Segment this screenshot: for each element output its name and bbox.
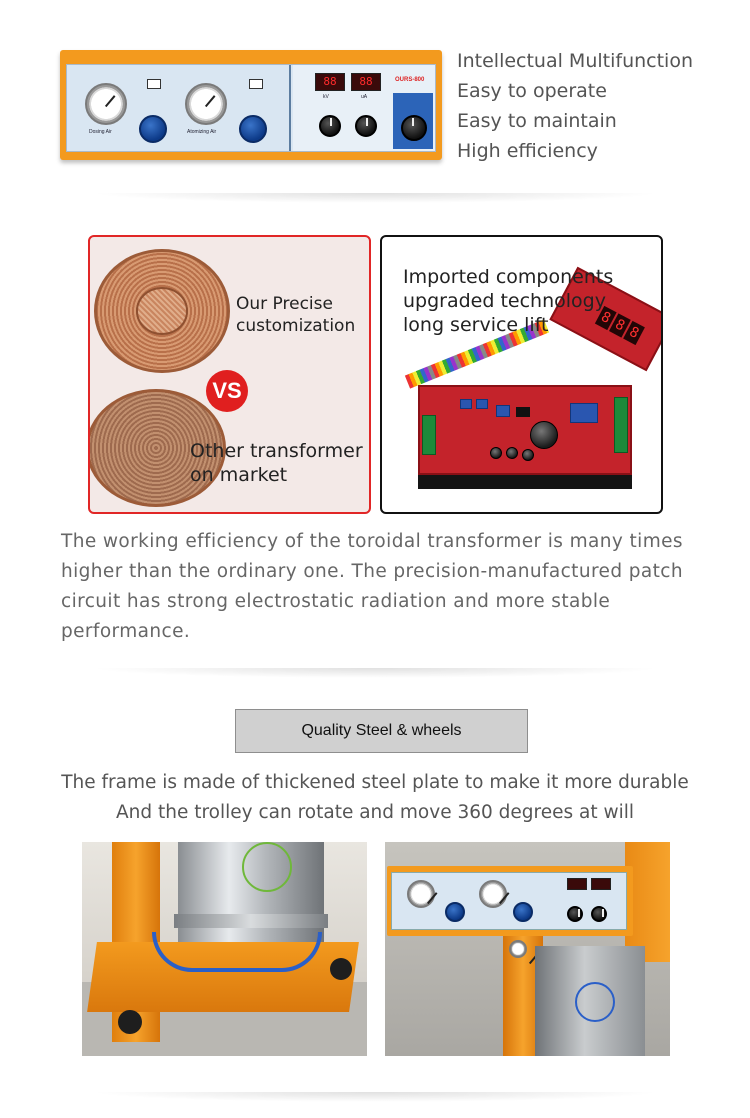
capacitor (530, 421, 558, 449)
circuit-board-panel (380, 235, 663, 514)
description-text: The working efficiency of the toroidal transformer is many times higher than the ordinary one. The precision-manufactured patch circuit has strong electrostatic radiation and more stable performance. (61, 531, 683, 642)
capacitor (490, 447, 502, 459)
capacitor (522, 449, 534, 461)
transformer-core (136, 287, 188, 334)
kv-label: kV (323, 94, 329, 100)
led-digit: 8 (595, 306, 617, 330)
control-panel-right (293, 65, 435, 151)
ua-knob (355, 115, 377, 137)
wheel (330, 958, 352, 980)
ic-chip (516, 407, 530, 417)
components-caption-line1: Imported components (403, 266, 614, 288)
board-base (418, 475, 632, 489)
main-circuit-board-image (418, 385, 632, 475)
vs-badge: VS (206, 370, 248, 412)
valve-icon (147, 79, 161, 89)
blue-wire (575, 982, 615, 1022)
black-knob (591, 906, 607, 922)
control-panel-face (66, 64, 436, 152)
components-caption-line3: long service lift (403, 314, 549, 336)
component (460, 399, 472, 409)
machine-on-trolley-photo (385, 842, 670, 1056)
green-wire (242, 842, 292, 892)
feature-list (457, 46, 693, 166)
kv-knob (319, 115, 341, 137)
blue-knob (445, 902, 465, 922)
control-box-image (60, 50, 442, 160)
feature-item: Intellectual Multifunction (457, 50, 693, 72)
terminal-block (422, 415, 436, 455)
atomizing-air-knob (239, 115, 267, 143)
our-caption-line1: Our Precise (236, 294, 333, 314)
feature-item: Easy to maintain (457, 110, 617, 132)
dosing-air-knob (139, 115, 167, 143)
quality-steel-label: Quality Steel & wheels (235, 709, 528, 753)
mode-knob (401, 115, 427, 141)
model-label: OURS-800 (395, 77, 425, 83)
component (570, 403, 598, 423)
small-gauge-icon (509, 940, 527, 958)
section-divider (90, 668, 660, 678)
capacitor (506, 447, 518, 459)
atomizing-air-label: Atomizing Air (187, 129, 217, 135)
frame-description-line2: And the trolley can rotate and move 360 degrees at will (115, 802, 635, 823)
hopper-rim (174, 914, 328, 928)
transformer-comparison-panel (88, 235, 371, 514)
wheel (118, 1010, 142, 1034)
gauge-icon (407, 880, 435, 908)
our-caption-line2: customization (236, 316, 356, 336)
kv-display: 88 (315, 73, 345, 91)
component (496, 405, 510, 417)
valve-icon (249, 79, 263, 89)
ua-display: 88 (351, 73, 381, 91)
ua-label: uA (361, 94, 368, 100)
dosing-air-label: Dosing Air (89, 129, 112, 135)
dosing-air-gauge-icon (85, 83, 127, 125)
led-display (591, 878, 611, 890)
section-divider (90, 1092, 660, 1102)
led-display (567, 878, 587, 890)
led-digit: 8 (609, 313, 631, 337)
feature-item: High efficiency (457, 140, 598, 162)
atomizing-air-gauge-icon (185, 83, 227, 125)
section-divider (90, 193, 660, 203)
frame-description-line1: The frame is made of thickened steel plate to make it more durable (61, 772, 689, 793)
black-knob (567, 906, 583, 922)
blue-knob (513, 902, 533, 922)
blue-hose (152, 932, 322, 972)
component (476, 399, 488, 409)
led-digit: 8 (623, 321, 645, 345)
other-caption-line2: on market (190, 464, 288, 486)
components-caption-line2: upgraded technology (403, 290, 606, 312)
trolley-frame-photo (82, 842, 367, 1056)
terminal-block (614, 397, 628, 453)
control-panel-left (67, 65, 291, 151)
gauge-icon (479, 880, 507, 908)
feature-item: Easy to operate (457, 80, 607, 102)
other-caption-line1: Other transformer (190, 440, 363, 462)
toroidal-transformer-image (94, 249, 230, 373)
